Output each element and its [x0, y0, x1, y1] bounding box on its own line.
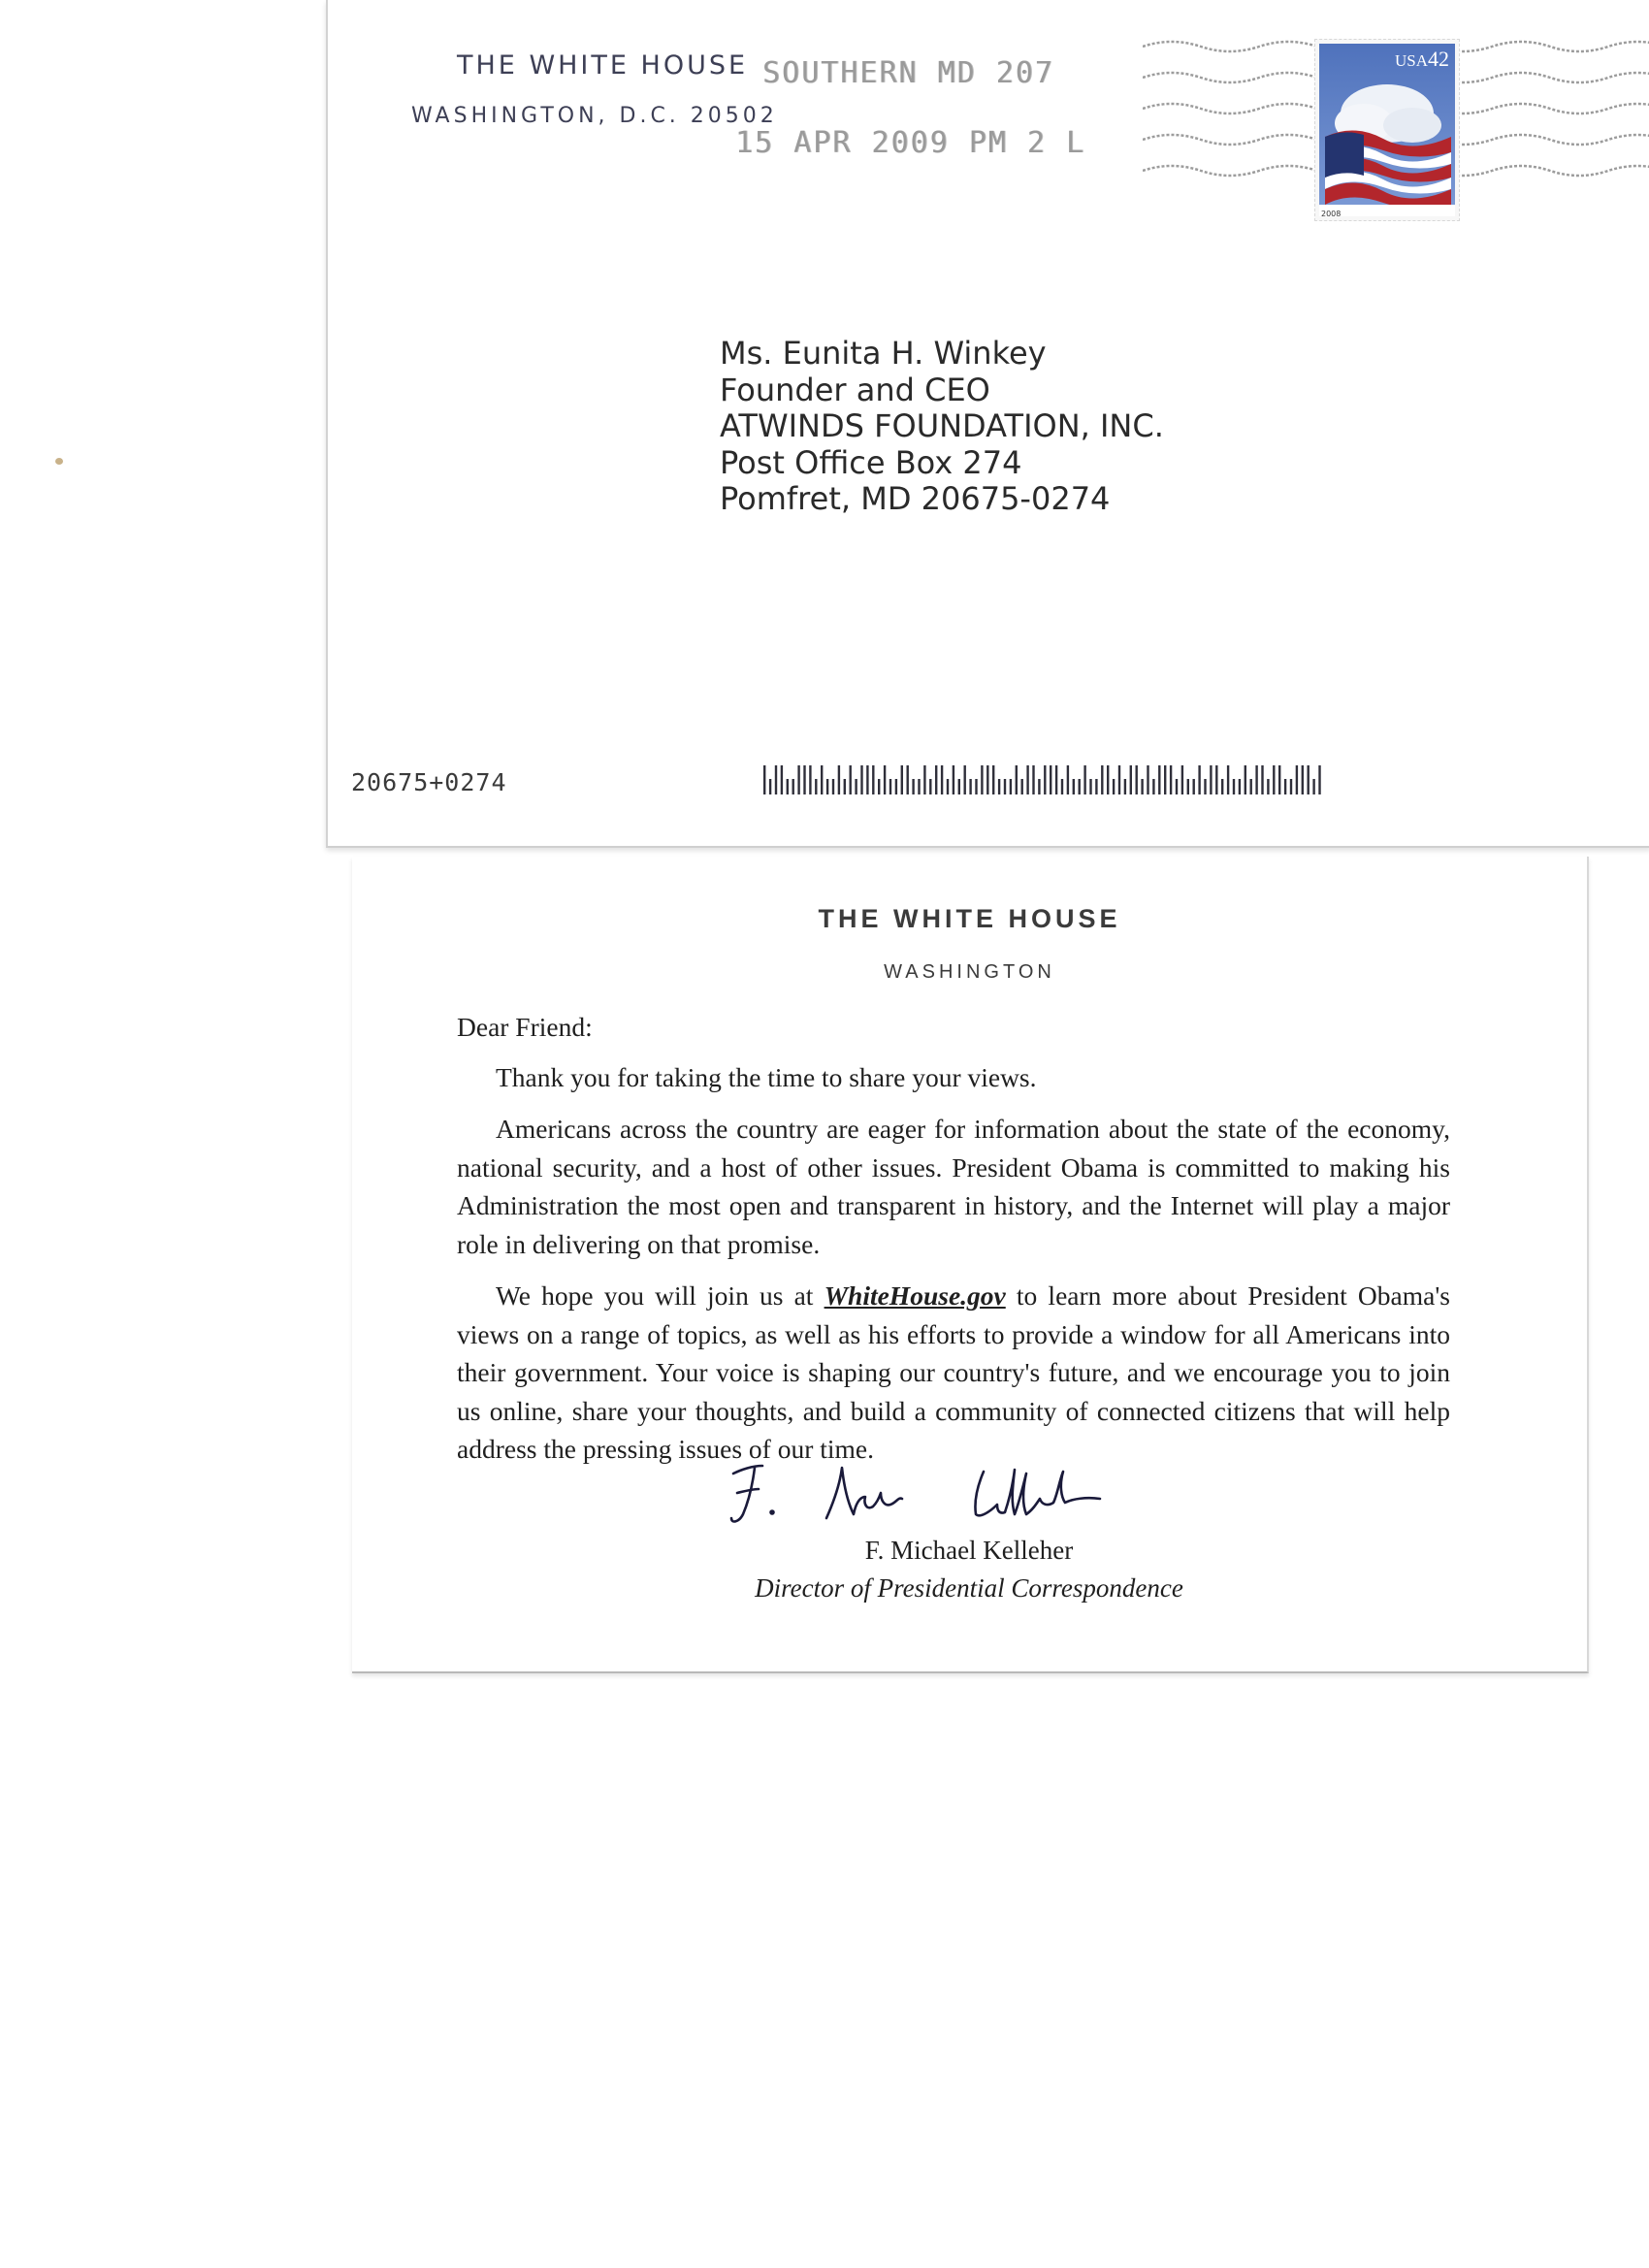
- barcode-bar: [1124, 779, 1126, 794]
- barcode-bar: [821, 765, 823, 794]
- barcode-bar: [1010, 779, 1012, 794]
- barcode-bar: [918, 779, 920, 794]
- barcode-bar: [860, 765, 862, 794]
- barcode-bar: [792, 779, 794, 794]
- barcode-bar: [1026, 765, 1028, 794]
- barcode-bar: [1181, 765, 1183, 794]
- barcode-bar: [1118, 765, 1120, 794]
- barcode-bar: [1302, 765, 1304, 794]
- barcode-bar: [1164, 765, 1166, 794]
- postmark-date: 15 APR 2009 PM 2 L: [735, 126, 1086, 160]
- barcode-bar: [1113, 779, 1115, 794]
- barcode-bar: [947, 779, 949, 794]
- barcode-bar: [907, 765, 909, 794]
- barcode-bar: [826, 779, 828, 794]
- barcode-bar: [923, 765, 925, 794]
- recipient-name: Ms. Eunita H. Winkey: [720, 335, 1047, 372]
- recipient-title: Founder and CEO: [720, 371, 990, 408]
- barcode-bar: [889, 779, 891, 794]
- barcode-bar: [1089, 779, 1091, 794]
- stamp-denomination: [1395, 47, 1449, 72]
- barcode-bar: [1290, 779, 1292, 794]
- barcode-bar: [1193, 779, 1195, 794]
- barcode-bar: [1067, 765, 1069, 794]
- return-address-name: THE WHITE HOUSE: [457, 50, 749, 81]
- barcode-bar: [895, 779, 897, 794]
- barcode-bar: [1273, 765, 1275, 794]
- barcode-bar: [1221, 779, 1223, 794]
- recipient-city-state-zip: Pomfret, MD 20675-0274: [720, 480, 1111, 517]
- barcode-bar: [809, 765, 811, 794]
- barcode-bar: [769, 779, 771, 794]
- barcode-bar: [797, 765, 799, 794]
- barcode-bar: [1016, 765, 1018, 794]
- barcode-bar: [1296, 765, 1298, 794]
- barcode-bar: [878, 779, 880, 794]
- paragraph-3: [457, 1277, 1450, 1469]
- barcode-bar: [1215, 765, 1217, 794]
- barcode-bar: [969, 779, 971, 794]
- recipient-organization: ATWINDS FOUNDATION, INC.: [720, 407, 1164, 444]
- barcode-bar: [935, 765, 937, 794]
- barcode-bar: [1038, 779, 1040, 794]
- recipient-street: Post Office Box 274: [720, 443, 1022, 481]
- barcode-bar: [901, 765, 903, 794]
- barcode-bar: [1255, 765, 1257, 794]
- barcode-bar: [1083, 765, 1085, 794]
- whitehouse-link[interactable]: WhiteHouse.gov: [824, 1280, 1006, 1311]
- handwritten-signature: [729, 1460, 1156, 1532]
- barcode-bar: [953, 765, 954, 794]
- paragraph-2: Americans across the country are eager for information about the state of the economy, national security, and a host of other issues. President Obama is committed to making his Administration the most open and transparent in history, and the Internet will play a major role in delivering on that promise.: [457, 1114, 1450, 1259]
- paragraph-3-intro: We hope you will join us at: [496, 1280, 824, 1311]
- stamp-value: 42: [1428, 47, 1449, 71]
- barcode-bar: [832, 779, 834, 794]
- barcode-bar: [1101, 765, 1103, 794]
- barcode-bar: [1055, 765, 1057, 794]
- barcode-bar: [844, 779, 846, 794]
- barcode-bar: [975, 779, 977, 794]
- barcode-bar: [1284, 779, 1286, 794]
- signer-title: Director of Presidential Correspondence: [755, 1573, 1183, 1603]
- barcode-bar: [872, 765, 874, 794]
- barcode-bar: [1312, 779, 1314, 794]
- barcode-bar: [1318, 765, 1320, 794]
- barcode-bar: [1032, 765, 1034, 794]
- barcode-bar: [1198, 765, 1200, 794]
- barcode-bar: [1095, 779, 1097, 794]
- barcode-bar: [998, 779, 1000, 794]
- barcode-bar: [1147, 765, 1148, 794]
- barcode-bar: [1044, 765, 1046, 794]
- barcode-bar: [992, 765, 994, 794]
- barcode-bar: [1245, 765, 1246, 794]
- scan-speck: [55, 458, 63, 465]
- barcode-bar: [1176, 779, 1178, 794]
- barcode-bar: [941, 765, 943, 794]
- barcode-bar: [803, 765, 805, 794]
- barcode-bar: [1261, 765, 1263, 794]
- stamp-country: USA: [1394, 51, 1428, 70]
- barcode-bar: [1187, 779, 1189, 794]
- barcode-bar: [1004, 779, 1006, 794]
- paragraph-3-rest: to learn more about President Obama's views on a range of topics, as well as his efforts to provide a window for all Americans into their government. Your voice is shaping our country's future, and we encourage you to join us online, share your thoughts, and build a community of connected citizens that will help address the pressing issues of our time.: [457, 1280, 1450, 1464]
- card-title: THE WHITE HOUSE: [818, 904, 1121, 933]
- barcode-bar: [1021, 779, 1023, 794]
- barcode-bar: [1130, 765, 1132, 794]
- postmark-location: SOUTHERN MD 207: [762, 56, 1054, 90]
- postage-stamp: [1314, 39, 1460, 221]
- stamp-year: 2008: [1321, 210, 1342, 218]
- barcode-bar: [1204, 779, 1206, 794]
- barcode-bar: [815, 779, 817, 794]
- barcode-bar: [1170, 765, 1172, 794]
- barcode-bar: [866, 765, 868, 794]
- barcode-bar: [958, 779, 960, 794]
- envelope: [326, 0, 1649, 848]
- barcode-bar: [781, 765, 783, 794]
- barcode-bar: [1278, 765, 1280, 794]
- barcode-bar: [1227, 765, 1229, 794]
- barcode-bar: [763, 765, 765, 794]
- barcode-bar: [1250, 779, 1252, 794]
- barcode-bar: [1233, 779, 1235, 794]
- barcode-bar: [929, 779, 931, 794]
- barcode-bar: [1158, 765, 1160, 794]
- letter-body: [457, 1008, 1450, 1482]
- barcode-bar: [787, 779, 789, 794]
- barcode-bar: [850, 765, 852, 794]
- barcode-bar: [884, 765, 886, 794]
- letter-card: [352, 857, 1589, 1673]
- barcode-bar: [981, 765, 983, 794]
- barcode-bar: [855, 779, 857, 794]
- return-address-city: WASHINGTON, D.C. 20502: [411, 104, 778, 128]
- barcode-bar: [1107, 765, 1109, 794]
- paragraph-1: Thank you for taking the time to share your views.: [496, 1061, 1037, 1092]
- barcode-bar: [1050, 765, 1051, 794]
- barcode-bar: [1152, 779, 1154, 794]
- signer-name: F. Michael Kelleher: [864, 1536, 1074, 1565]
- barcode-bar: [1061, 779, 1063, 794]
- barcode-bar: [986, 765, 988, 794]
- barcode-bar: [1136, 765, 1138, 794]
- barcode-bar: [838, 765, 840, 794]
- recipient-address: [720, 336, 1164, 518]
- barcode-bar: [964, 765, 966, 794]
- barcode-bar: [1239, 779, 1241, 794]
- barcode-bar: [912, 779, 914, 794]
- card-subtitle: WASHINGTON: [884, 961, 1055, 983]
- barcode-bar: [1210, 765, 1212, 794]
- barcode-bar: [775, 765, 777, 794]
- barcode-bar: [1079, 779, 1081, 794]
- postal-barcode-icon: [763, 765, 1326, 794]
- salutation: Dear Friend:: [457, 1012, 593, 1042]
- barcode-bar: [1267, 779, 1269, 794]
- barcode-bar: [1141, 779, 1143, 794]
- barcode-bar: [1308, 765, 1310, 794]
- barcode-bar: [1073, 779, 1075, 794]
- printed-zip-code: 20675+0274: [351, 768, 507, 796]
